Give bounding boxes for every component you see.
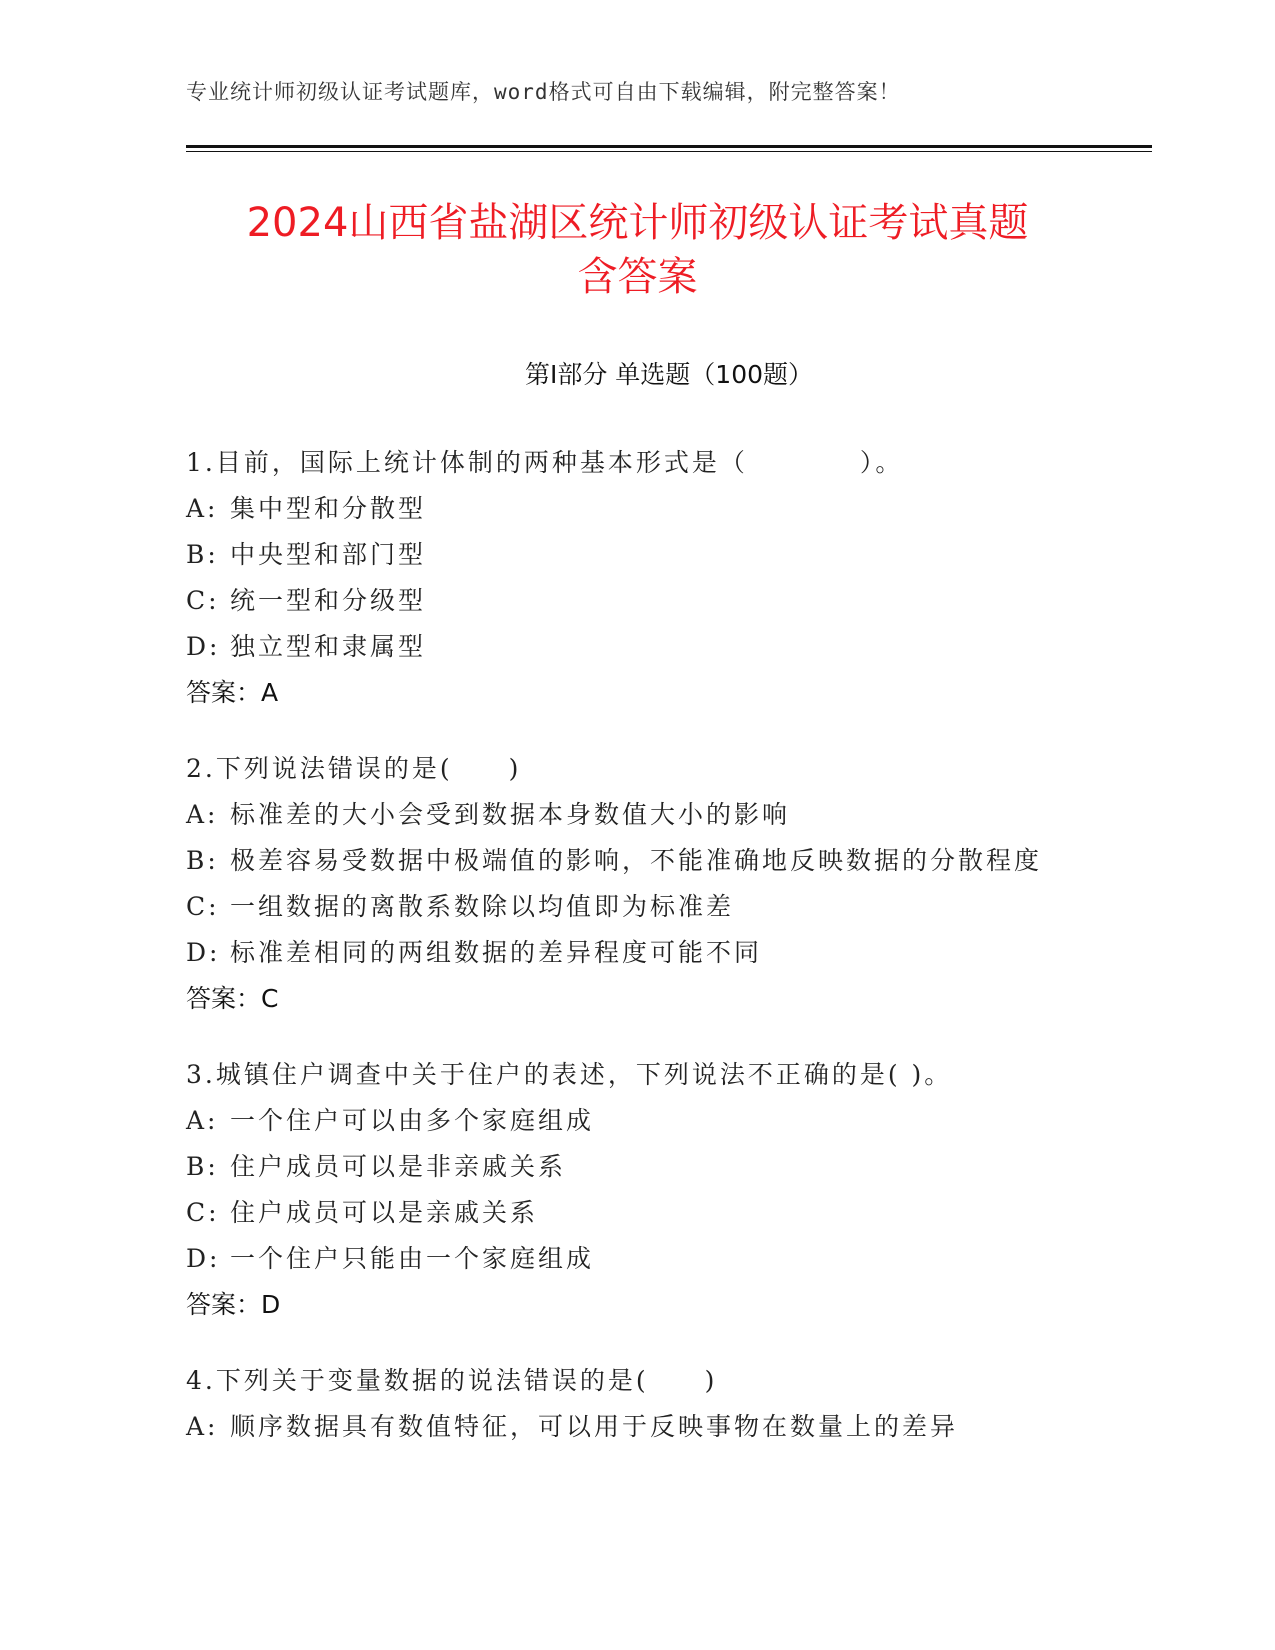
option-c — [186, 884, 1152, 930]
option-text: 一组数据的离散系数除以均值即为标准差 — [230, 892, 735, 921]
option-key: D: — [186, 632, 221, 661]
option-text: 极差容易受数据中极端值的影响，不能准确地反映数据的分散程度 — [230, 846, 1043, 875]
option-key: C: — [186, 892, 220, 921]
header-note: 专业统计师初级认证考试题库，word格式可自由下载编辑，附完整答案！ — [186, 80, 901, 104]
option-b — [186, 838, 1152, 884]
option-text: 住户成员可以是亲戚关系 — [230, 1198, 539, 1227]
option-text: 一个住户只能由一个家庭组成 — [230, 1244, 595, 1273]
option-key: A: — [186, 1106, 219, 1135]
option-key: B: — [186, 540, 219, 569]
option-key: D: — [186, 938, 221, 967]
option-text: 中央型和部门型 — [230, 540, 427, 569]
option-a — [186, 1404, 1152, 1450]
document-title-line2: 含答案 — [577, 254, 698, 300]
option-key: C: — [186, 1198, 220, 1227]
option-c — [186, 578, 1152, 624]
option-key: A: — [186, 800, 219, 829]
option-key: D: — [186, 1244, 221, 1273]
header-rule-thin — [186, 151, 1152, 152]
option-d — [186, 930, 1152, 976]
question-3 — [186, 1052, 1152, 1328]
question-stem: 4.下列关于变量数据的说法错误的是( ) — [186, 1366, 718, 1395]
option-key: B: — [186, 1152, 219, 1181]
option-d — [186, 624, 1152, 670]
question-stem: 3.城镇住户调查中关于住户的表述，下列说法不正确的是( )。 — [186, 1060, 953, 1089]
option-text: 集中型和分散型 — [230, 494, 427, 523]
option-d — [186, 1236, 1152, 1282]
option-key: A: — [186, 494, 219, 523]
option-text: 住户成员可以是非亲戚关系 — [230, 1152, 567, 1181]
option-b — [186, 1144, 1152, 1190]
header-rule-thick — [186, 145, 1152, 148]
option-c — [186, 1190, 1152, 1236]
option-a — [186, 792, 1152, 838]
question-4 — [186, 1358, 1152, 1450]
option-text: 一个住户可以由多个家庭组成 — [230, 1106, 595, 1135]
answer-line: 答案：A — [186, 678, 279, 707]
option-text: 统一型和分级型 — [230, 586, 427, 615]
option-text: 标准差的大小会受到数据本身数值大小的影响 — [230, 800, 791, 829]
option-b — [186, 532, 1152, 578]
option-text: 顺序数据具有数值特征，可以用于反映事物在数量上的差异 — [230, 1412, 959, 1441]
option-a — [186, 1098, 1152, 1144]
option-text: 独立型和隶属型 — [230, 632, 427, 661]
question-1 — [186, 440, 1152, 716]
document-title — [140, 196, 1135, 304]
answer-line: 答案：D — [186, 1290, 281, 1319]
document-title-line1: 2024山西省盐湖区统计师初级认证考试真题 — [246, 200, 1029, 246]
question-stem: 2.下列说法错误的是( ) — [186, 754, 522, 783]
question-2 — [186, 746, 1152, 1022]
option-a — [186, 486, 1152, 532]
answer-line: 答案：C — [186, 984, 279, 1013]
option-key: C: — [186, 586, 220, 615]
option-key: B: — [186, 846, 219, 875]
question-stem: 1.目前，国际上统计体制的两种基本形式是（ ）。 — [186, 448, 904, 477]
option-key: A: — [186, 1412, 219, 1441]
section-title: 第Ⅰ部分 单选题（100题） — [524, 360, 814, 389]
question-list — [186, 440, 1152, 1480]
option-text: 标准差相同的两组数据的差异程度可能不同 — [230, 938, 763, 967]
